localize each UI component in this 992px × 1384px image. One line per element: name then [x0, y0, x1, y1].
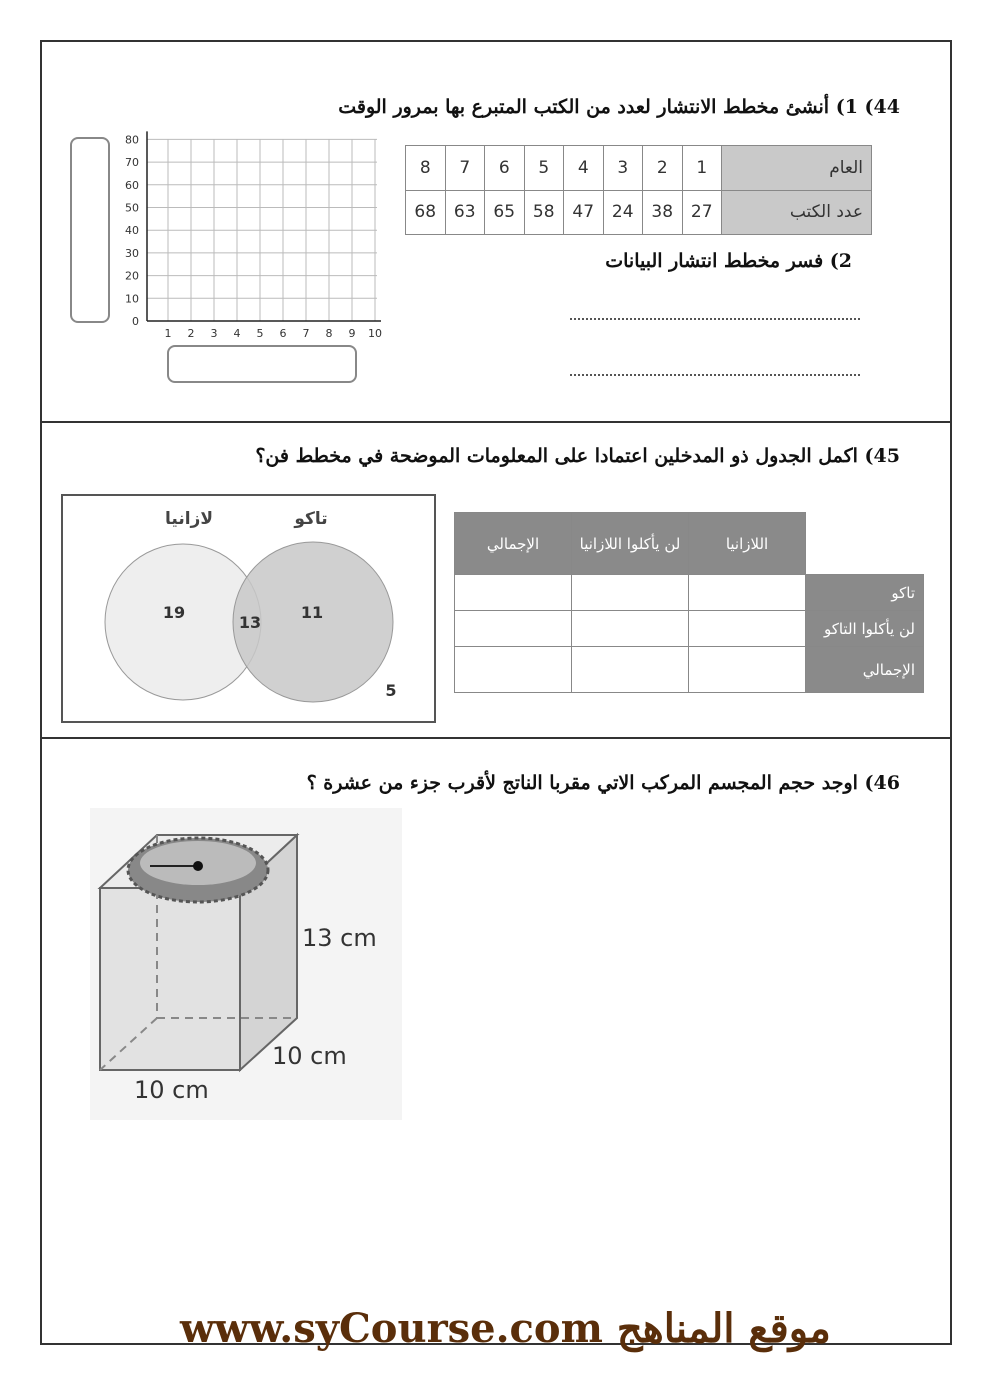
question-44-title: 44) 1) أنشئ مخطط الانتشار لعدد من الكتب المتبرع بها بمرور الوقت: [338, 96, 900, 118]
y-tick-label: 80: [125, 133, 139, 147]
y-tick-label: 70: [125, 156, 139, 170]
footer-site[interactable]: www.syCourse.com موقع المناهج: [180, 1305, 831, 1352]
height-label: 13 cm: [302, 924, 377, 952]
y-tick-label: 60: [125, 178, 139, 192]
venn-value: 11: [300, 603, 324, 622]
divider: [40, 737, 952, 739]
table-cell: 5: [524, 146, 564, 191]
y-tick-label: 40: [125, 224, 139, 238]
answer-cell[interactable]: [572, 575, 689, 611]
table-cell: 27: [682, 190, 722, 235]
venn-diagram: [61, 494, 436, 723]
x-tick-label: 5: [256, 327, 264, 340]
table-cell: 6: [485, 146, 525, 191]
question-46-title: 46) اوجد حجم المجسم المركب الاتي مقربا الناتج لأقرب جزء من عشرة ؟: [306, 772, 900, 794]
table-cell: 38: [643, 190, 683, 235]
venn-label-taco: تاكو: [294, 509, 328, 529]
x-tick-label: 4: [233, 327, 241, 340]
table-cell: 7: [445, 146, 485, 191]
x-tick-label: 10: [368, 327, 382, 340]
venn-value: 5: [385, 681, 397, 700]
table-cell: 1: [682, 146, 722, 191]
table-cell: 47: [564, 190, 604, 235]
col-header: اللازانيا: [689, 513, 806, 575]
table-cell: 68: [406, 190, 446, 235]
answer-cell[interactable]: [455, 611, 572, 647]
table-cell: 3: [603, 146, 643, 191]
x-tick-label: 2: [187, 327, 195, 340]
x-axis-label-box[interactable]: [167, 345, 357, 383]
table-cell: 8: [406, 146, 446, 191]
x-tick-label: 3: [210, 327, 218, 340]
x-tick-label: 9: [348, 327, 356, 340]
depth-label: 10 cm: [272, 1042, 347, 1070]
two-way-table: [454, 512, 924, 693]
venn-value: 19: [162, 603, 186, 622]
table-row: [406, 190, 872, 235]
composite-solid-figure: [90, 808, 402, 1120]
table-row: [455, 575, 924, 611]
books-table: [405, 145, 872, 235]
answer-cell[interactable]: [572, 611, 689, 647]
answer-cell[interactable]: [689, 575, 806, 611]
answer-cell[interactable]: [572, 647, 689, 693]
question-45-title: 45) اكمل الجدول ذو المدخلين اعتمادا على المعلومات الموضحة في مخطط فن؟: [255, 445, 900, 467]
y-tick-label: 30: [125, 246, 139, 260]
width-label: 10 cm: [134, 1076, 209, 1104]
row-header: لن يأكلوا التاكو: [806, 611, 924, 647]
venn-value: 13: [238, 613, 262, 632]
y-axis-label-box[interactable]: [70, 137, 110, 323]
y-tick-label: 20: [125, 269, 139, 283]
answer-cell[interactable]: [689, 647, 806, 693]
x-tick-label: 6: [279, 327, 287, 340]
answer-line[interactable]: [570, 318, 860, 320]
x-tick-label: 8: [325, 327, 333, 340]
answer-cell[interactable]: [455, 647, 572, 693]
row-header-books: عدد الكتب: [722, 190, 872, 235]
x-tick-label: 1: [164, 327, 172, 340]
answer-cell[interactable]: [455, 575, 572, 611]
table-row: [455, 647, 924, 693]
answer-line[interactable]: [570, 374, 860, 376]
table-row: [455, 513, 924, 575]
venn-label-lasagna: لازانيا: [165, 509, 213, 529]
answer-cell[interactable]: [689, 611, 806, 647]
table-cell: 63: [445, 190, 485, 235]
table-cell: 2: [643, 146, 683, 191]
table-cell: 4: [564, 146, 604, 191]
table-row: [406, 146, 872, 191]
y-tick-label: 10: [125, 292, 139, 306]
col-header: لن يأكلوا اللازانيا: [572, 513, 689, 575]
table-row: [455, 611, 924, 647]
divider: [40, 421, 952, 423]
y-tick-label: 50: [125, 201, 139, 215]
col-header: الإجمالي: [455, 513, 572, 575]
y-tick-label: 0: [132, 315, 139, 328]
scatter-grid[interactable]: [115, 130, 385, 345]
table-cell: 24: [603, 190, 643, 235]
question-44-part2: 2) فسر مخطط انتشار البيانات: [605, 250, 852, 272]
table-cell: 65: [485, 190, 525, 235]
row-header: تاكو: [806, 575, 924, 611]
x-tick-label: 7: [302, 327, 310, 340]
row-header-year: العام: [722, 146, 872, 191]
row-header: الإجمالي: [806, 647, 924, 693]
table-cell: 58: [524, 190, 564, 235]
